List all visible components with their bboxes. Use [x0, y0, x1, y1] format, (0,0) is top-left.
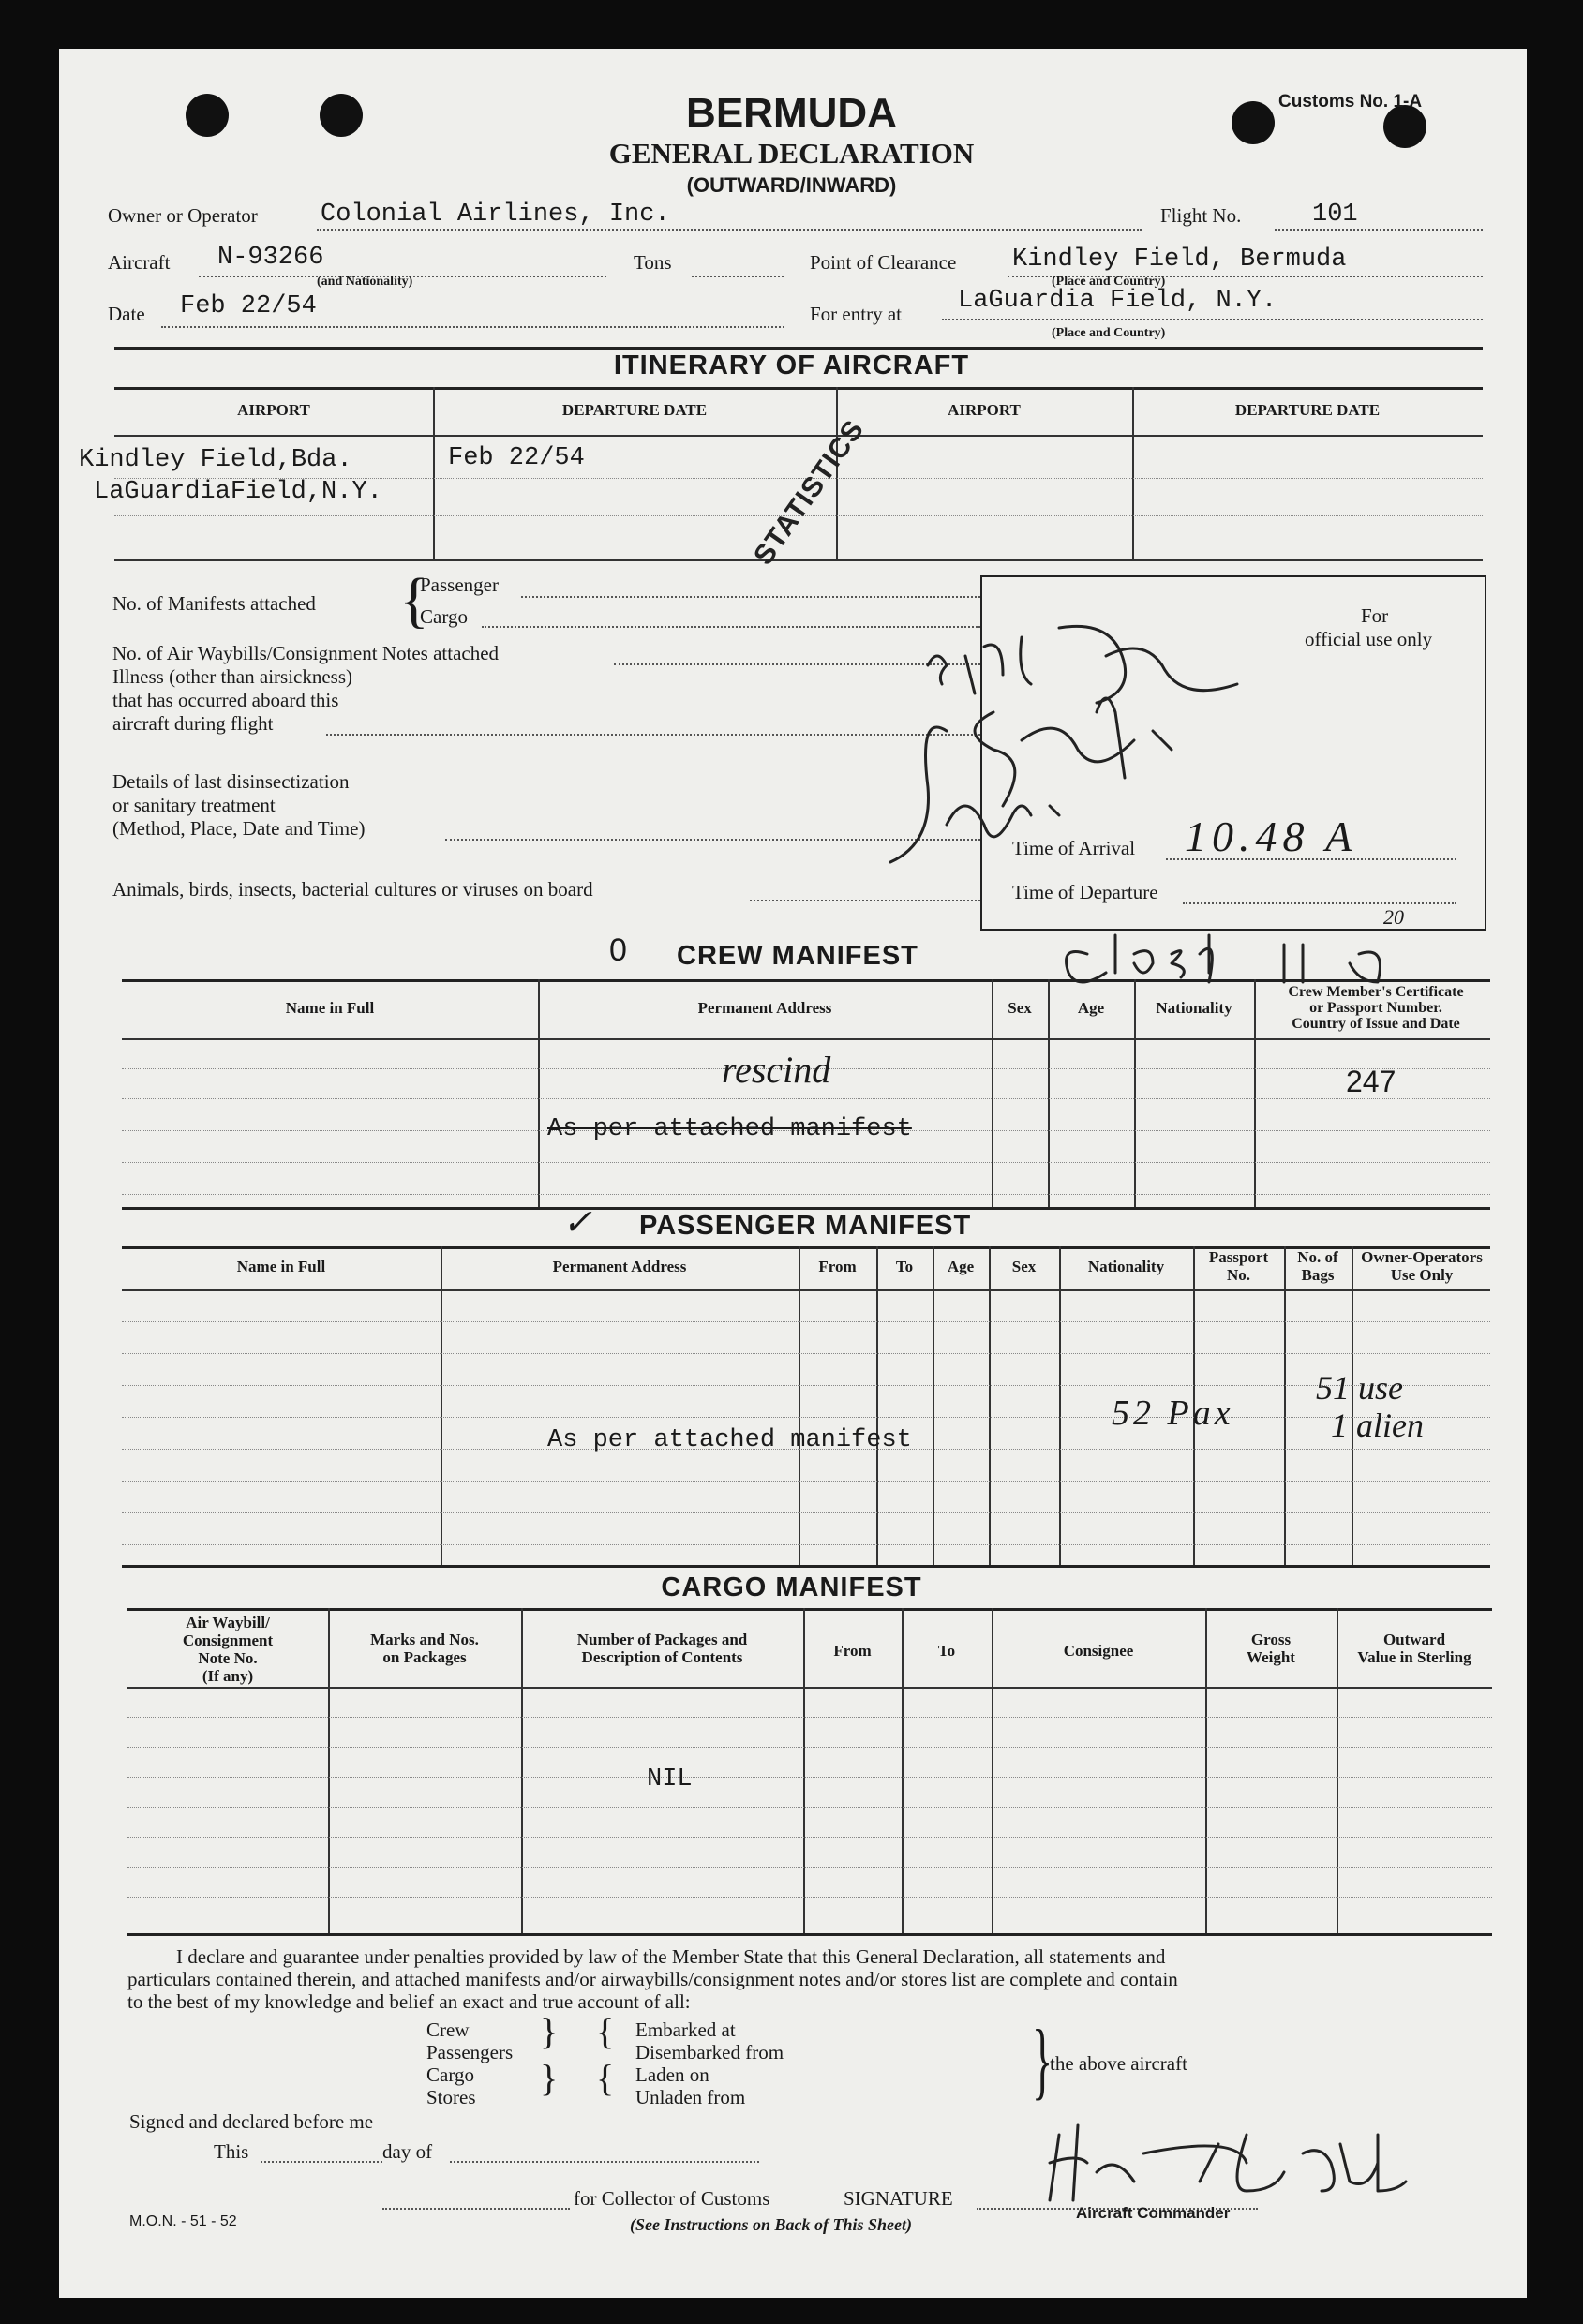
- aircraft-nationality-note: (and Nationality): [317, 275, 413, 289]
- date-value: Feb 22/54: [180, 292, 317, 320]
- pax-passport-line-2: No.: [1226, 1266, 1251, 1284]
- crew-col-name: Name in Full: [285, 999, 375, 1017]
- crew-cert-line-3: Country of Issue and Date: [1292, 1016, 1460, 1032]
- cargo-packages-line-2: Description of Contents: [581, 1648, 743, 1666]
- disinsect-label-2: or sanitary treatment: [112, 794, 276, 816]
- cargo-col-packages: [521, 1631, 803, 1666]
- cargo-waybill-line-3: Note No.: [198, 1649, 258, 1667]
- crew-note-sup: 20: [1383, 905, 1404, 929]
- cargo-col-to: To: [937, 1642, 956, 1660]
- itinerary-title: ITINERARY OF AIRCRAFT: [613, 350, 970, 380]
- flight-label: Flight No.: [1160, 204, 1242, 227]
- pax-col-age: Age: [947, 1258, 975, 1275]
- itinerary-col-departure-1: DEPARTURE DATE: [561, 401, 708, 419]
- itinerary-col-airport-1: AIRPORT: [237, 401, 310, 419]
- crew-col-address: Permanent Address: [697, 999, 832, 1017]
- declaration-line-3: to the best of my knowledge and belief an exact and true account of all:: [127, 1990, 691, 2013]
- brace-cargo: }: [540, 2057, 559, 2099]
- crew-col-nationality: Nationality: [1156, 999, 1232, 1017]
- brace-embark: {: [596, 2010, 615, 2052]
- manifest-passenger-label: Passenger: [420, 574, 499, 596]
- commander-signature: [1022, 2116, 1434, 2210]
- crew-cert-line-1: Crew Member's Certificate: [1288, 984, 1464, 1000]
- decl-disembarked: Disembarked from: [635, 2041, 784, 2063]
- pax-bags-line-1: No. of: [1297, 1248, 1338, 1266]
- disinsect-label-3: (Method, Place, Date and Time): [112, 817, 366, 840]
- pax-handwritten-count: 52 Pax: [1112, 1393, 1234, 1433]
- decl-unladen: Unladen from: [635, 2086, 746, 2108]
- itinerary-airport-2: LaGuardiaField,N.Y.: [94, 478, 382, 506]
- cargo-waybill-line-4: (If any): [202, 1667, 254, 1685]
- cargo-col-from: From: [833, 1642, 872, 1660]
- flight-value: 101: [1312, 201, 1358, 229]
- customs-form-number: Customs No. 1-A: [1278, 92, 1423, 112]
- declaration-line-1: I declare and guarantee under penalties provided by law of the Member State that this General Declaration, all statements and: [176, 1945, 1166, 1968]
- crew-count: 247: [1346, 1065, 1396, 1098]
- crew-closed-note: [1050, 937, 1201, 976]
- decl-cargo: Cargo: [426, 2063, 474, 2086]
- cargo-marks-line-2: on Packages: [382, 1648, 467, 1666]
- crew-handwritten-rescind: rescind: [722, 1049, 831, 1091]
- pax-col-bags: [1284, 1248, 1352, 1284]
- pax-owner-line-1: Owner-Operators: [1361, 1248, 1483, 1266]
- arrival-time-label: Time of Arrival: [1012, 837, 1136, 859]
- document-title: BERMUDA: [686, 90, 897, 136]
- crew-cert-line-2: or Passport Number.: [1309, 1000, 1442, 1016]
- owner-value: Colonial Airlines, Inc.: [321, 201, 670, 229]
- cargo-gross-line-1: Gross: [1250, 1631, 1292, 1648]
- clearance-place-note: (Place and Country): [1052, 275, 1166, 289]
- declaration-line-2: particulars contained therein, and attached manifests and/or airwaybills/consignment notes and/or stores list are complete and contain: [127, 1968, 1178, 1990]
- entry-label: For entry at: [810, 303, 902, 325]
- cargo-gross-line-2: Weight: [1247, 1648, 1295, 1666]
- cargo-col-outward: [1337, 1631, 1492, 1666]
- departure-time-label: Time of Departure: [1012, 881, 1158, 903]
- decl-signature: SIGNATURE: [844, 2187, 953, 2210]
- crew-manifest-title: CREW MANIFEST: [677, 941, 918, 971]
- itinerary-departure-date: Feb 22/54: [448, 444, 585, 472]
- brace-above-aircraft: }: [1032, 2012, 1053, 2108]
- official-for-label: For: [1361, 604, 1389, 627]
- brace-manifests: {: [399, 566, 429, 634]
- cargo-col-marks: [328, 1631, 521, 1666]
- crew-mark: 0: [609, 932, 627, 968]
- entry-value: LaGuardia Field, N.Y.: [958, 287, 1277, 315]
- decl-passengers: Passengers: [426, 2041, 514, 2063]
- aircraft-value: N-93266: [217, 244, 324, 272]
- pax-col-passport: [1193, 1248, 1284, 1284]
- aircraft-label: Aircraft: [108, 251, 171, 274]
- official-use-label: official use only: [1305, 628, 1433, 650]
- itinerary-col-airport-2: AIRPORT: [948, 401, 1021, 419]
- manifests-label: No. of Manifests attached: [112, 592, 316, 615]
- cargo-manifest-title: CARGO MANIFEST: [661, 1572, 922, 1602]
- instructions-note: (See Instructions on Back of This Sheet): [630, 2215, 913, 2234]
- cargo-waybill-line-1: Air Waybill/: [186, 1614, 270, 1631]
- brace-crew: }: [540, 2010, 559, 2052]
- disinsect-label-1: Details of last disinsectization: [112, 770, 350, 793]
- cargo-marks-line-1: Marks and Nos.: [370, 1631, 479, 1648]
- decl-crew: Crew: [426, 2019, 470, 2041]
- pax-col-to: To: [895, 1258, 914, 1275]
- illness-label-3: aircraft during flight: [112, 712, 274, 735]
- pax-col-owner: [1352, 1248, 1492, 1284]
- pax-handwritten-alien: 1 alien: [1331, 1407, 1424, 1444]
- pax-col-address: Permanent Address: [552, 1258, 687, 1275]
- passenger-manifest-title: PASSENGER MANIFEST: [639, 1211, 972, 1241]
- cargo-outward-line-2: Value in Sterling: [1357, 1648, 1471, 1666]
- pax-col-name: Name in Full: [236, 1258, 326, 1275]
- crew-col-age: Age: [1077, 999, 1105, 1017]
- form-number: M.O.N. - 51 - 52: [129, 2213, 237, 2229]
- cargo-waybill-line-2: Consignment: [182, 1631, 274, 1649]
- pax-bags-line-2: Bags: [1301, 1266, 1335, 1284]
- cargo-col-waybill: [127, 1614, 328, 1685]
- animals-label: Animals, birds, insects, bacterial cultures or viruses on board: [112, 878, 593, 901]
- pax-col-sex: Sex: [1011, 1258, 1037, 1275]
- decl-this: This: [214, 2140, 249, 2163]
- decl-collector: for Collector of Customs: [574, 2187, 770, 2210]
- itinerary-col-departure-2: DEPARTURE DATE: [1234, 401, 1381, 419]
- pax-handwritten-use: 51 use: [1316, 1369, 1403, 1407]
- crew-as-per-manifest: As per attached manifest: [547, 1115, 912, 1143]
- arrival-time-value: 10.48 A: [1185, 812, 1358, 860]
- illness-label-2: that has occurred aboard this: [112, 689, 339, 711]
- cargo-col-gross: [1205, 1631, 1337, 1666]
- decl-day-of: day of: [382, 2140, 433, 2163]
- waybills-label: No. of Air Waybills/Consignment Notes attached: [112, 642, 500, 664]
- cargo-outward-line-1: Outward: [1382, 1631, 1446, 1648]
- cargo-nil: NIL: [647, 1765, 693, 1794]
- illness-label-1: Illness (other than airsickness): [112, 665, 353, 688]
- brace-laden: {: [596, 2057, 615, 2099]
- manifest-cargo-label: Cargo: [420, 605, 468, 628]
- decl-stores: Stores: [426, 2086, 476, 2108]
- cargo-packages-line-1: Number of Packages and: [576, 1631, 748, 1648]
- inspector-signature: [872, 600, 1265, 862]
- statistics-stamp: STATISTICS: [748, 414, 871, 571]
- entry-place-note: (Place and Country): [1052, 326, 1166, 340]
- decl-above-aircraft: the above aircraft: [1050, 2052, 1187, 2075]
- clearance-value: Kindley Field, Bermuda: [1012, 246, 1347, 274]
- itinerary-airport-1: Kindley Field,Bda.: [79, 446, 352, 474]
- owner-label: Owner or Operator: [108, 204, 258, 227]
- crew-col-sex: Sex: [1008, 999, 1032, 1017]
- pax-col-nationality: Nationality: [1087, 1258, 1165, 1275]
- decl-embarked: Embarked at: [635, 2019, 736, 2041]
- decl-signed-before: Signed and declared before me: [129, 2110, 374, 2133]
- pax-col-from: From: [818, 1258, 857, 1275]
- cargo-col-consignee: Consignee: [1063, 1642, 1134, 1660]
- crew-col-certificate: [1254, 984, 1498, 1032]
- pax-as-per-manifest: As per attached manifest: [547, 1426, 912, 1454]
- aircraft-commander-label: Aircraft Commander: [1076, 2204, 1231, 2222]
- direction-label: (OUTWARD/INWARD): [686, 173, 897, 197]
- clearance-label: Point of Clearance: [810, 251, 957, 274]
- pax-passport-line-1: Passport: [1208, 1248, 1269, 1266]
- document-subtitle: GENERAL DECLARATION: [608, 137, 975, 170]
- passenger-check-mark: ✓: [562, 1203, 592, 1243]
- date-label: Date: [108, 303, 145, 325]
- decl-laden: Laden on: [635, 2063, 709, 2086]
- tons-label: Tons: [634, 251, 672, 274]
- pax-owner-line-2: Use Only: [1390, 1266, 1454, 1284]
